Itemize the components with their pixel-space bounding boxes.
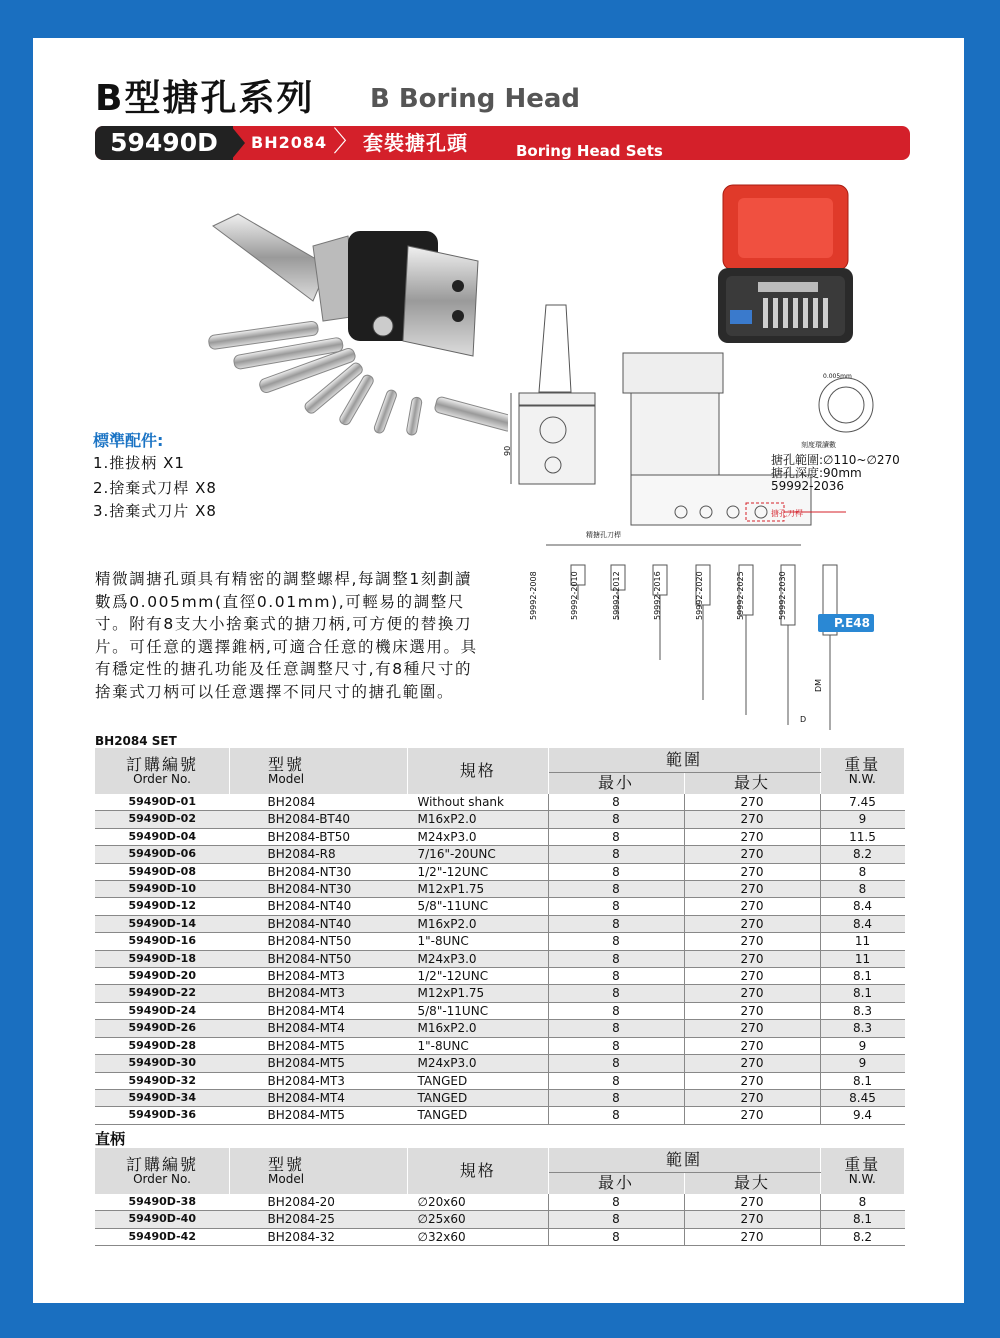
header-range: 範圍 (548, 748, 820, 772)
model-cell: BH2084-NT50 (230, 950, 408, 967)
order-no-cell: 59490D-14 (95, 915, 230, 932)
table-row (95, 1107, 905, 1124)
min-cell: 8 (548, 846, 684, 863)
min-cell: 8 (548, 1020, 684, 1037)
spec-cell: 1/2"-12UNC (408, 968, 549, 985)
order-no-cell: 59490D-30 (95, 1055, 230, 1072)
min-cell: 8 (548, 1089, 684, 1106)
table-row (95, 881, 905, 898)
weight-cell: 8.4 (820, 915, 905, 932)
table-row (95, 1211, 905, 1228)
bar-code: 59992-2008 (529, 571, 538, 620)
table-row (95, 828, 905, 845)
banner-arrow (231, 126, 245, 160)
model-cell: BH2084-NT30 (230, 881, 408, 898)
model-cell: BH2084-25 (230, 1211, 408, 1228)
weight-cell: 8.1 (820, 1072, 905, 1089)
max-cell: 270 (684, 1211, 820, 1228)
bar-code: 59992-2030 (778, 571, 787, 620)
min-cell: 8 (548, 811, 684, 828)
straight-table (95, 1148, 905, 1246)
max-cell: 270 (684, 1002, 820, 1019)
model-cell: BH2084-MT5 (230, 1037, 408, 1054)
weight-cell: 7.45 (820, 794, 905, 811)
min-cell: 8 (548, 1194, 684, 1211)
page-title-zh: B型搪孔系列 (95, 78, 315, 119)
min-cell: 8 (548, 915, 684, 932)
accessory-item: 2.捨棄式刀桿 X8 (93, 479, 217, 497)
spec-cell: 5/8"-11UNC (408, 1002, 549, 1019)
model-cell: BH2084-20 (230, 1194, 408, 1211)
d-dimension: D (800, 715, 807, 724)
spec-cell: TANGED (408, 1072, 549, 1089)
chevron-icon: 〉 (333, 125, 362, 158)
table-row (95, 1037, 905, 1054)
spec-cell: M24xP3.0 (408, 828, 549, 845)
weight-cell: 8 (820, 881, 905, 898)
set-table (95, 748, 905, 1125)
table-row (95, 950, 905, 967)
bar-code: 59992-2016 (653, 571, 662, 620)
order-no-cell: 59490D-04 (95, 828, 230, 845)
spec-cell: ∅25x60 (408, 1211, 549, 1228)
model-cell: BH2084-MT5 (230, 1055, 408, 1072)
order-no-cell: 59490D-18 (95, 950, 230, 967)
model-cell: BH2084-MT4 (230, 1002, 408, 1019)
weight-cell: 8.3 (820, 1002, 905, 1019)
order-no-cell: 59490D-42 (95, 1228, 230, 1245)
max-cell: 270 (684, 794, 820, 811)
min-cell: 8 (548, 828, 684, 845)
table-row (95, 846, 905, 863)
order-no-cell: 59490D-38 (95, 1194, 230, 1211)
accessories-title: 標準配件: (93, 431, 164, 450)
table-row (95, 1002, 905, 1019)
min-cell: 8 (548, 933, 684, 950)
order-no-cell: 59490D-08 (95, 863, 230, 880)
bar-label: 搪孔刀桿 (771, 509, 803, 518)
model-cell: BH2084-R8 (230, 846, 408, 863)
model-cell: BH2084-MT3 (230, 985, 408, 1002)
spec-cell: 7/16"-20UNC (408, 846, 549, 863)
model-cell: BH2084-32 (230, 1228, 408, 1245)
model-cell: BH2084-NT40 (230, 915, 408, 932)
order-no-cell: 59490D-32 (95, 1072, 230, 1089)
weight-cell: 11.5 (820, 828, 905, 845)
table-row (95, 1228, 905, 1245)
max-cell: 270 (684, 1228, 820, 1245)
model-cell: BH2084-BT40 (230, 811, 408, 828)
header-spec: 規格 (408, 1148, 549, 1194)
max-cell: 270 (684, 1107, 820, 1124)
min-cell: 8 (548, 1002, 684, 1019)
table-row (95, 1194, 905, 1211)
model-cell: BH2084-MT4 (230, 1089, 408, 1106)
weight-cell: 9 (820, 1055, 905, 1072)
model-cell: BH2084 (230, 794, 408, 811)
spec-cell: 1/2"-12UNC (408, 863, 549, 880)
order-no-cell: 59490D-01 (95, 794, 230, 811)
header-model: 型號 Model (230, 1148, 408, 1194)
header-weight: 重量 N.W. (820, 1148, 905, 1194)
spec-cell: M16xP2.0 (408, 1020, 549, 1037)
table-row (95, 1055, 905, 1072)
weight-cell: 11 (820, 933, 905, 950)
bar-code: 59992-2020 (695, 571, 704, 620)
weight-cell: 8.3 (820, 1020, 905, 1037)
product-description: 精微調搪孔頭具有精密的調整螺桿,每調整1刻劃讀數爲0.005mm(直徑0.01mm),可輕易的調整尺寸。附有8支大小捨棄式的搪刀柄,可方便的替換刀片。可任意的選擇錐柄,可適合任意的機床選用。具有穩定性的搪孔功能及任意調整尺寸,有8種尺寸的捨棄式刀柄可以任意選擇不同尺寸的搪孔範圍。 (95, 570, 478, 701)
model-cell: BH2084-NT50 (230, 933, 408, 950)
order-no-cell: 59490D-22 (95, 985, 230, 1002)
model-cell: BH2084-BT50 (230, 828, 408, 845)
min-cell: 8 (548, 985, 684, 1002)
spec-cell: M16xP2.0 (408, 811, 549, 828)
table-row (95, 863, 905, 880)
spec-cell: M24xP3.0 (408, 1055, 549, 1072)
weight-cell: 9 (820, 1037, 905, 1054)
boring-head-image (208, 206, 508, 456)
max-cell: 270 (684, 950, 820, 967)
min-cell: 8 (548, 968, 684, 985)
table-row (95, 794, 905, 811)
spec-cell: 1"-8UNC (408, 1037, 549, 1054)
straight-shank-label: 直柄 (95, 1130, 126, 1148)
order-no-cell: 59490D-34 (95, 1089, 230, 1106)
order-no-cell: 59490D-20 (95, 968, 230, 985)
weight-cell: 8 (820, 1194, 905, 1211)
table-row (95, 1072, 905, 1089)
max-cell: 270 (684, 1194, 820, 1211)
max-cell: 270 (684, 915, 820, 932)
spec-cell: M24xP3.0 (408, 950, 549, 967)
max-cell: 270 (684, 846, 820, 863)
header-order: 訂購編號 Order No. (95, 1148, 230, 1194)
min-cell: 8 (548, 794, 684, 811)
spec-cell: ∅20x60 (408, 1194, 549, 1211)
min-cell: 8 (548, 863, 684, 880)
header-weight: 重量 N.W. (820, 748, 905, 794)
spec-block (771, 454, 900, 493)
model-cell: BH2084-MT3 (230, 1072, 408, 1089)
page-title-en: B Boring Head (370, 84, 581, 114)
catalog-sheet (33, 38, 964, 1303)
spec-range: 搪孔範圍:∅110~∅270 (771, 453, 900, 467)
max-cell: 270 (684, 863, 820, 880)
spec-cell: 1"-8UNC (408, 933, 549, 950)
weight-cell: 8.2 (820, 1228, 905, 1245)
bar-set-label: 精搪孔刀桿 (586, 531, 621, 539)
max-cell: 270 (684, 1020, 820, 1037)
table-row (95, 1020, 905, 1037)
header-min: 最小 (548, 1172, 684, 1194)
table-row (95, 1089, 905, 1106)
weight-cell: 11 (820, 950, 905, 967)
spec-depth: 搪孔深度:90mm (771, 466, 862, 480)
spec-cell: ∅32x60 (408, 1228, 549, 1245)
set-label: BH2084 SET (95, 734, 177, 748)
dm-dimension: DM (814, 678, 823, 692)
max-cell: 270 (684, 898, 820, 915)
max-cell: 270 (684, 1037, 820, 1054)
min-cell: 8 (548, 1072, 684, 1089)
bar-code: 59992-2025 (736, 571, 745, 620)
order-no-cell: 59490D-02 (95, 811, 230, 828)
order-no-cell: 59490D-26 (95, 1020, 230, 1037)
straight-table-body (95, 1194, 905, 1246)
weight-cell: 8.1 (820, 968, 905, 985)
spec-cell: 5/8"-11UNC (408, 898, 549, 915)
spec-cell: Without shank (408, 794, 549, 811)
order-no-cell: 59490D-06 (95, 846, 230, 863)
spec-code: 59992-2036 (771, 479, 845, 493)
header-min: 最小 (548, 772, 684, 794)
weight-cell: 8 (820, 863, 905, 880)
order-no-cell: 59490D-28 (95, 1037, 230, 1054)
order-no-cell: 59490D-10 (95, 881, 230, 898)
spec-cell: M12xP1.75 (408, 881, 549, 898)
max-cell: 270 (684, 881, 820, 898)
dial-reading: 0.005mm (823, 373, 852, 380)
technical-diagram (491, 300, 911, 730)
weight-cell: 8.45 (820, 1089, 905, 1106)
weight-cell: 9 (820, 811, 905, 828)
spec-cell: M12xP1.75 (408, 985, 549, 1002)
header-max: 最大 (684, 1172, 820, 1194)
sub-title-zh: 套裝搪孔頭 (363, 131, 468, 155)
spec-cell: M16xP2.0 (408, 915, 549, 932)
accessory-item: 1.推拔柄 X1 (93, 454, 185, 472)
min-cell: 8 (548, 881, 684, 898)
model-cell: BH2084-MT3 (230, 968, 408, 985)
sub-title-en: Boring Head Sets (516, 142, 663, 160)
model-cell: BH2084-NT30 (230, 863, 408, 880)
model-number: 59490D (95, 126, 233, 160)
depth-dimension: 90 (503, 445, 512, 456)
table-row (95, 933, 905, 950)
bar-code: 59992-2012 (612, 571, 621, 620)
spec-cell: TANGED (408, 1107, 549, 1124)
model-cell: BH2084-MT4 (230, 1020, 408, 1037)
dial-label: 刻度環讀數 (801, 441, 836, 449)
min-cell: 8 (548, 1228, 684, 1245)
min-cell: 8 (548, 1055, 684, 1072)
header-max: 最大 (684, 772, 820, 794)
max-cell: 270 (684, 1072, 820, 1089)
table-row (95, 915, 905, 932)
max-cell: 270 (684, 1089, 820, 1106)
table-row (95, 985, 905, 1002)
sub-model: BH2084 (251, 133, 328, 152)
model-cell: BH2084-NT40 (230, 898, 408, 915)
max-cell: 270 (684, 1055, 820, 1072)
weight-cell: 8.1 (820, 1211, 905, 1228)
accessory-item: 3.捨棄式刀片 X8 (93, 502, 217, 520)
min-cell: 8 (548, 898, 684, 915)
header-order: 訂購編號 Order No. (95, 748, 230, 794)
max-cell: 270 (684, 811, 820, 828)
weight-cell: 9.4 (820, 1107, 905, 1124)
table-row (95, 968, 905, 985)
header-spec: 規格 (408, 748, 549, 794)
pe48-tag: P.E48 (818, 614, 874, 632)
table-row (95, 898, 905, 915)
min-cell: 8 (548, 950, 684, 967)
order-no-cell: 59490D-40 (95, 1211, 230, 1228)
min-cell: 8 (548, 1211, 684, 1228)
set-table-body (95, 794, 905, 1124)
order-no-cell: 59490D-16 (95, 933, 230, 950)
order-no-cell: 59490D-12 (95, 898, 230, 915)
header-range: 範圍 (548, 1148, 820, 1172)
weight-cell: 8.4 (820, 898, 905, 915)
weight-cell: 8.1 (820, 985, 905, 1002)
bar-code: 59992-2010 (570, 571, 579, 620)
max-cell: 270 (684, 968, 820, 985)
weight-cell: 8.2 (820, 846, 905, 863)
spec-cell: TANGED (408, 1089, 549, 1106)
model-cell: BH2084-MT5 (230, 1107, 408, 1124)
max-cell: 270 (684, 933, 820, 950)
header-model: 型號 Model (230, 748, 408, 794)
table-row (95, 811, 905, 828)
min-cell: 8 (548, 1037, 684, 1054)
order-no-cell: 59490D-24 (95, 1002, 230, 1019)
max-cell: 270 (684, 985, 820, 1002)
max-cell: 270 (684, 828, 820, 845)
min-cell: 8 (548, 1107, 684, 1124)
order-no-cell: 59490D-36 (95, 1107, 230, 1124)
